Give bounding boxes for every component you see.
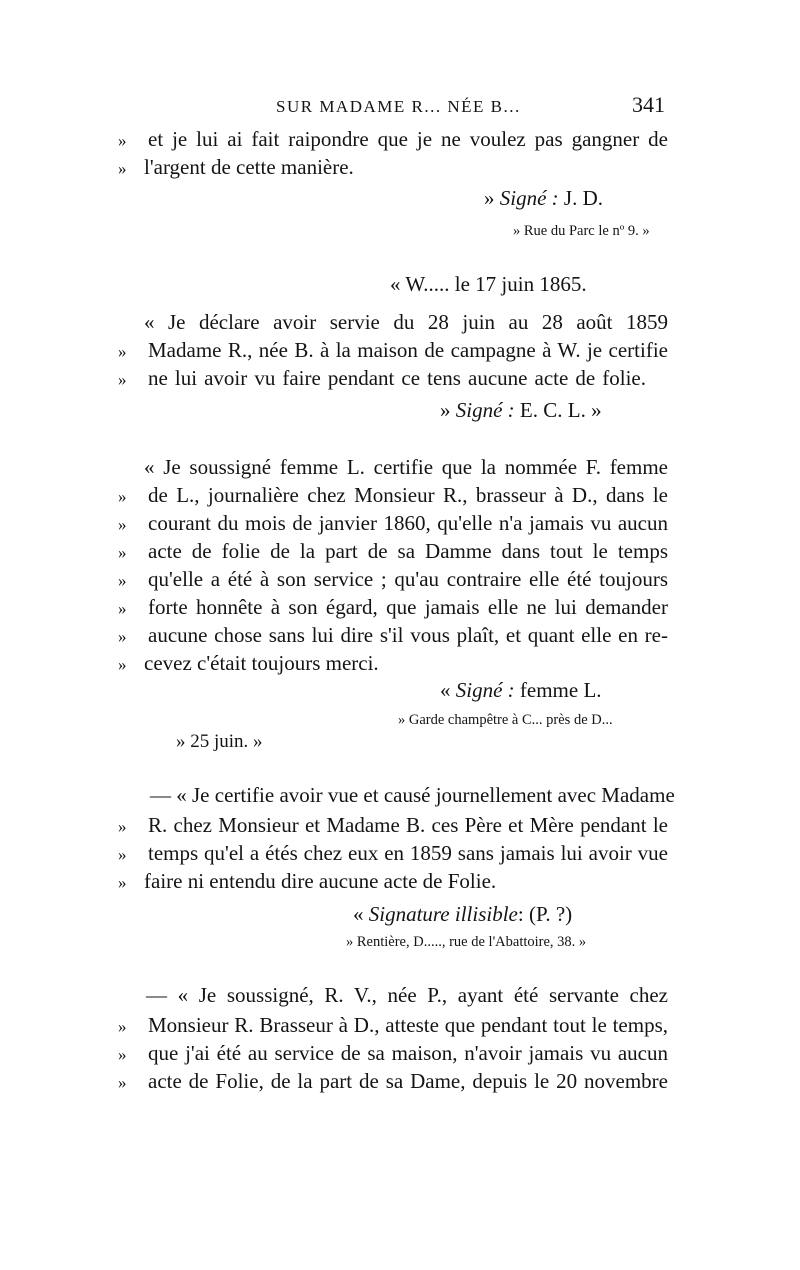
letter-line: » R. chez Monsieur et Madame B. ces Père et Mère pendant le [118, 813, 668, 837]
letter-line: » ne lui avoir vu faire pendant ce tens aucune acte de folie. [118, 366, 646, 390]
address-line: » Rue du Parc le nº 9. » [513, 223, 650, 239]
letter-line: « Je déclare avoir servie du 28 juin au 28 août 1859 [144, 310, 668, 334]
letter-line: » acte de Folie, de la part de sa Dame, depuis le 20 novembre [118, 1069, 668, 1093]
page-number: 341 [632, 92, 665, 117]
signature-line: » Signé : J. D. [484, 186, 603, 210]
letter-line: — « Je certifie avoir vue et causé journellement avec Madame [150, 783, 675, 807]
letter-line: » temps qu'el a étés chez eux en 1859 sans jamais lui avoir vue [118, 841, 668, 865]
address-line: » Garde champêtre à C... près de D... [398, 712, 613, 728]
letter-line: » faire ni entendu dire aucune acte de Folie. [118, 869, 497, 893]
letter-line: » cevez c'était toujours merci. [118, 651, 379, 675]
letter-line: » forte honnête à son égard, que jamais elle ne lui demander [118, 595, 668, 619]
letter-line: « Je soussigné femme L. certifie que la nommée F. femme [144, 455, 668, 479]
letter-line: » de L., journalière chez Monsieur R., brasseur à D., dans le [118, 483, 668, 507]
address-line: » Rentière, D....., rue de l'Abattoire, 38. » [346, 934, 587, 950]
letter-line: » acte de folie de la part de sa Damme dans tout le temps [118, 539, 668, 563]
date-line: « W..... le 17 juin 1865. [390, 272, 587, 296]
letter-line: » l'argent de cette manière. [118, 155, 354, 179]
letter-line: » Monsieur R. Brasseur à D., atteste que pendant tout le temps, [118, 1013, 668, 1037]
letter-line: » et je lui ai fait raipondre que je ne voulez pas gangner de [118, 127, 668, 151]
signature-line: » Signé : E. C. L. » [440, 398, 602, 422]
running-title: SUR MADAME R... NÉE B... [276, 97, 521, 116]
letter-line: » aucune chose sans lui dire s'il vous plaît, et quant elle en re- [118, 623, 668, 647]
date-line: » 25 juin. » [176, 731, 263, 752]
letter-line: » que j'ai été au service de sa maison, n'avoir jamais vu aucun [118, 1041, 668, 1065]
letter-line: » Madame R., née B. à la maison de campagne à W. je certifie [118, 338, 668, 362]
letter-line: — « Je soussigné, R. V., née P., ayant été servante chez [146, 983, 668, 1007]
letter-line: » qu'elle a été à son service ; qu'au contraire elle été toujours [118, 567, 668, 591]
letter-line: » courant du mois de janvier 1860, qu'elle n'a jamais vu aucun [118, 511, 668, 535]
signature-line: « Signé : femme L. [440, 678, 602, 702]
signature-line: « Signature illisible: (P. ?) [353, 902, 573, 926]
